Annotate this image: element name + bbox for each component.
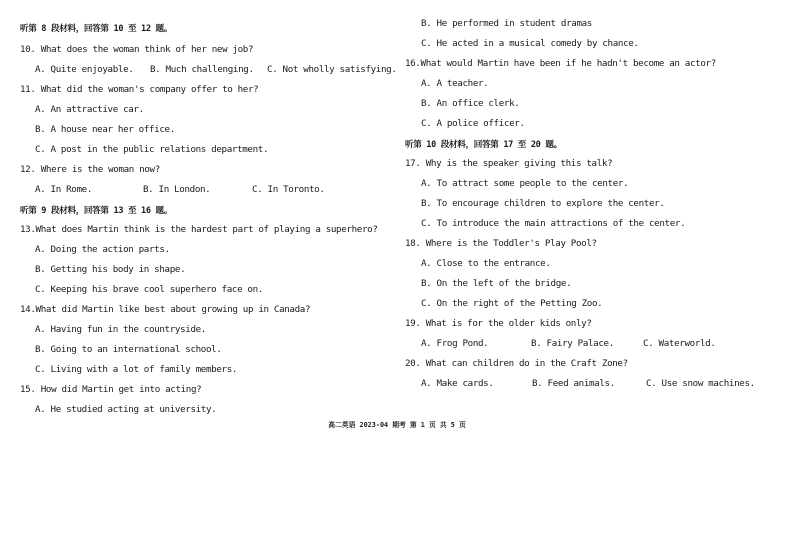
question-18-option-c: C. On the right of the Petting Zoo. [421, 298, 603, 309]
question-14-stem: 14.What did Martin like best about growing up in Canada? [20, 304, 311, 315]
section-10-header: 听第 10 段材料，回答第 17 至 20 题。 [405, 140, 562, 150]
question-20-stem: 20. What can children do in the Craft Zone? [405, 358, 628, 369]
question-17-option-c: C. To introduce the main attractions of the center. [421, 218, 686, 229]
question-15-option-a: A. He studied acting at university. [35, 404, 217, 415]
question-17-option-b: B. To encourage children to explore the center. [421, 198, 665, 209]
question-12-option-c: C. In Toronto. [252, 184, 325, 195]
question-15-option-c: C. He acted in a musical comedy by chance. [421, 38, 639, 49]
section-8-header: 听第 8 段材料，回答第 10 至 12 题。 [20, 24, 172, 34]
question-19-option-c: C. Waterworld. [643, 338, 716, 349]
question-10-option-c: C. Not wholly satisfying. [267, 64, 397, 75]
question-11-stem: 11. What did the woman's company offer to her? [20, 84, 259, 95]
question-15-stem: 15. How did Martin get into acting? [20, 384, 202, 395]
question-18-option-a: A. Close to the entrance. [421, 258, 551, 269]
question-18-stem: 18. Where is the Toddler's Play Pool? [405, 238, 597, 249]
question-13-stem: 13.What does Martin think is the hardest part of playing a superhero? [20, 224, 378, 235]
question-13-option-c: C. Keeping his brave cool superhero face on. [35, 284, 263, 295]
question-20-option-c: C. Use snow machines. [646, 378, 755, 389]
question-11-option-a: A. An attractive car. [35, 104, 144, 115]
question-16-option-c: C. A police officer. [421, 118, 525, 129]
question-10-stem: 10. What does the woman think of her new job? [20, 44, 254, 55]
question-17-option-a: A. To attract some people to the center. [421, 178, 629, 189]
question-13-option-b: B. Getting his body in shape. [35, 264, 186, 275]
question-12-stem: 12. Where is the woman now? [20, 164, 160, 175]
question-10-option-a: A. Quite enjoyable. [35, 64, 134, 75]
question-18-option-b: B. On the left of the bridge. [421, 278, 572, 289]
section-9-header: 听第 9 段材料，回答第 13 至 16 题。 [20, 206, 172, 216]
question-11-option-b: B. A house near her office. [35, 124, 175, 135]
question-15-option-b: B. He performed in student dramas [421, 18, 592, 29]
question-20-option-b: B. Feed animals. [532, 378, 615, 389]
question-19-option-b: B. Fairy Palace. [531, 338, 614, 349]
question-13-option-a: A. Doing the action parts. [35, 244, 170, 255]
question-14-option-a: A. Having fun in the countryside. [35, 324, 206, 335]
question-11-option-c: C. A post in the public relations department. [35, 144, 269, 155]
question-16-option-a: A. A teacher. [421, 78, 489, 89]
question-12-option-b: B. In London. [143, 184, 211, 195]
question-12-option-a: A. In Rome. [35, 184, 92, 195]
question-17-stem: 17. Why is the speaker giving this talk? [405, 158, 613, 169]
question-20-option-a: A. Make cards. [421, 378, 494, 389]
question-14-option-b: B. Going to an international school. [35, 344, 222, 355]
question-16-stem: 16.What would Martin have been if he hadn't become an actor? [405, 58, 716, 69]
question-14-option-c: C. Living with a lot of family members. [35, 364, 238, 375]
question-10-option-b: B. Much challenging. [150, 64, 254, 75]
page-footer: 高二英语 2023-04 期考 第 1 页 共 5 页 [328, 421, 466, 429]
question-19-option-a: A. Frog Pond. [421, 338, 489, 349]
question-16-option-b: B. An office clerk. [421, 98, 520, 109]
question-19-stem: 19. What is for the older kids only? [405, 318, 592, 329]
